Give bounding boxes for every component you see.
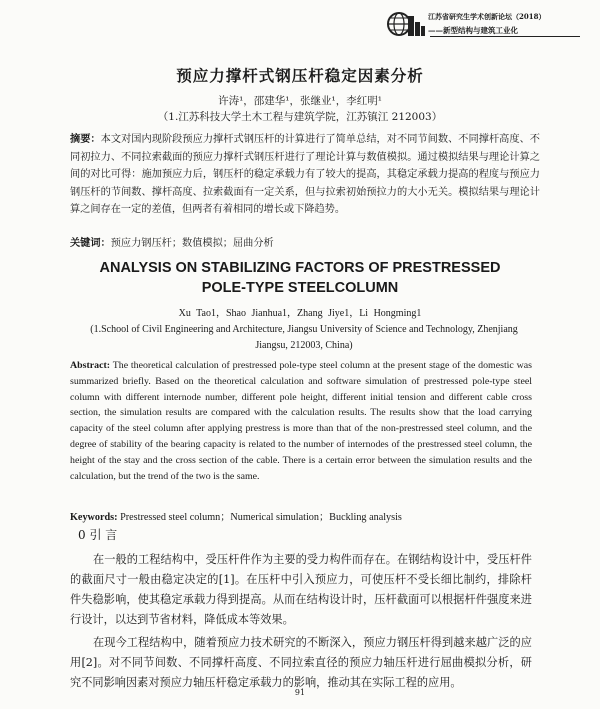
chinese-abstract xyxy=(70,131,540,219)
body-paragraph-1: 在一般的工程结构中，受压杆件作为主要的受力构件而存在。在钢结构设计中，受压杆件的截面尺寸一般由稳定决定的[1]。在压杆中引入预应力，可使压杆不受长细比制约，排除杆件失稳影响，使其稳定承载力得到提高。从而在结构设计时，压杆截面可以根据杆件强度来进行设计，以达到节省材料，降低成本等效果。 xyxy=(70,553,532,626)
globe-building-logo-icon xyxy=(386,10,426,38)
body-paragraph-2: 在现今工程结构中，随着预应力技术研究的不断深入，预应力钢压杆得到越来越广泛的应用[2]。对不同节间数、不同撑杆高度、不同拉索直径的预应力轴压杆进行屈曲模拟分析，研究不同影响因素对预应力轴压杆稳定承载力的影响，推动其在实际工程的应用。 xyxy=(70,636,532,689)
english-title-line-1: ANALYSIS ON STABILIZING FACTORS OF PRESTRESSED xyxy=(99,260,501,276)
chinese-authors: 许涛¹，邵建华¹，张继业¹，李红明¹ xyxy=(218,95,382,107)
english-title-line-2: POLE-TYPE STEELCOLUMN xyxy=(201,280,399,296)
chinese-keywords-text: 预应力钢压杆；数值模拟；屈曲分析 xyxy=(110,238,274,249)
english-title xyxy=(0,258,600,298)
english-authors: Xu Tao1，Shao Jianhua1，Zhang Jiye1，Li Hongming1 xyxy=(178,308,422,319)
chinese-title: 预应力撑杆式钢压杆稳定因素分析 xyxy=(176,66,424,85)
chinese-keywords xyxy=(70,234,274,249)
english-keywords-text: Prestressed steel column；Numerical simulation；Buckling analysis xyxy=(120,512,402,523)
english-keywords-label: Keywords: xyxy=(70,512,118,523)
conference-name: 江苏省研究生学术创新论坛（2018） xyxy=(428,12,546,21)
chinese-keywords-label: 关键词： xyxy=(70,237,111,249)
chinese-abstract-text: 本文对国内现阶段预应力撑杆式钢压杆的计算进行了简单总结，对不同节间数、不同撑杆高度、不同初拉力、不同拉索截面的预应力撑杆式钢压杆进行了理论计算与数值模拟。通过模拟结果与理论计算之间的对比可得：施加预应力后，钢压杆的稳定承载力有了较大的提高，其稳定承载力提高的程度与预应力钢压杆的节间数、撑杆高度、拉索截面有一定关系，但与拉索初始预拉力的大小无关。模拟结果与理论计算之间存在一定的差值，但两者有着相同的增长或下降趋势。 xyxy=(70,134,540,216)
conference-subtitle: ——新型结构与建筑工业化 xyxy=(428,26,518,35)
english-abstract-text: The theoretical calculation of prestressed pole-type steel column at the present stage of the domestic was summarized briefly. Based on the theoretical calculation and software simulation of prestressed pole-type steel column with different internode number, different pole height, different initial tension and different cable cross section, the simulation results are compared with the calculation results. The results show that the load carrying capacity of the steel column after applying prestress is more than that of the non-prestressed steel column, and the degree of stability of the bearing capacity is related to the number of internodes of the prestressed steel column, the height of the stay and the cross section of the cable. There is a certain error between the simulation results and the calculation, but the trend of the two is the same. xyxy=(70,360,533,482)
english-abstract-label: Abstract: xyxy=(70,360,111,371)
section-heading: 0 引 言 xyxy=(78,528,118,542)
english-abstract xyxy=(70,358,532,484)
chinese-affiliation: （1.江苏科技大学土木工程与建筑学院，江苏镇江 212003） xyxy=(157,111,443,123)
english-affiliation: (1.School of Civil Engineering and Architecture, Jiangsu University of Science and Technology, Zhenjiang Jiangsu, 212003, China) xyxy=(90,324,518,351)
english-keywords xyxy=(70,508,402,523)
chinese-abstract-label: 摘要： xyxy=(70,133,101,145)
page-number: 91 xyxy=(294,688,306,697)
header-rule xyxy=(430,36,580,37)
